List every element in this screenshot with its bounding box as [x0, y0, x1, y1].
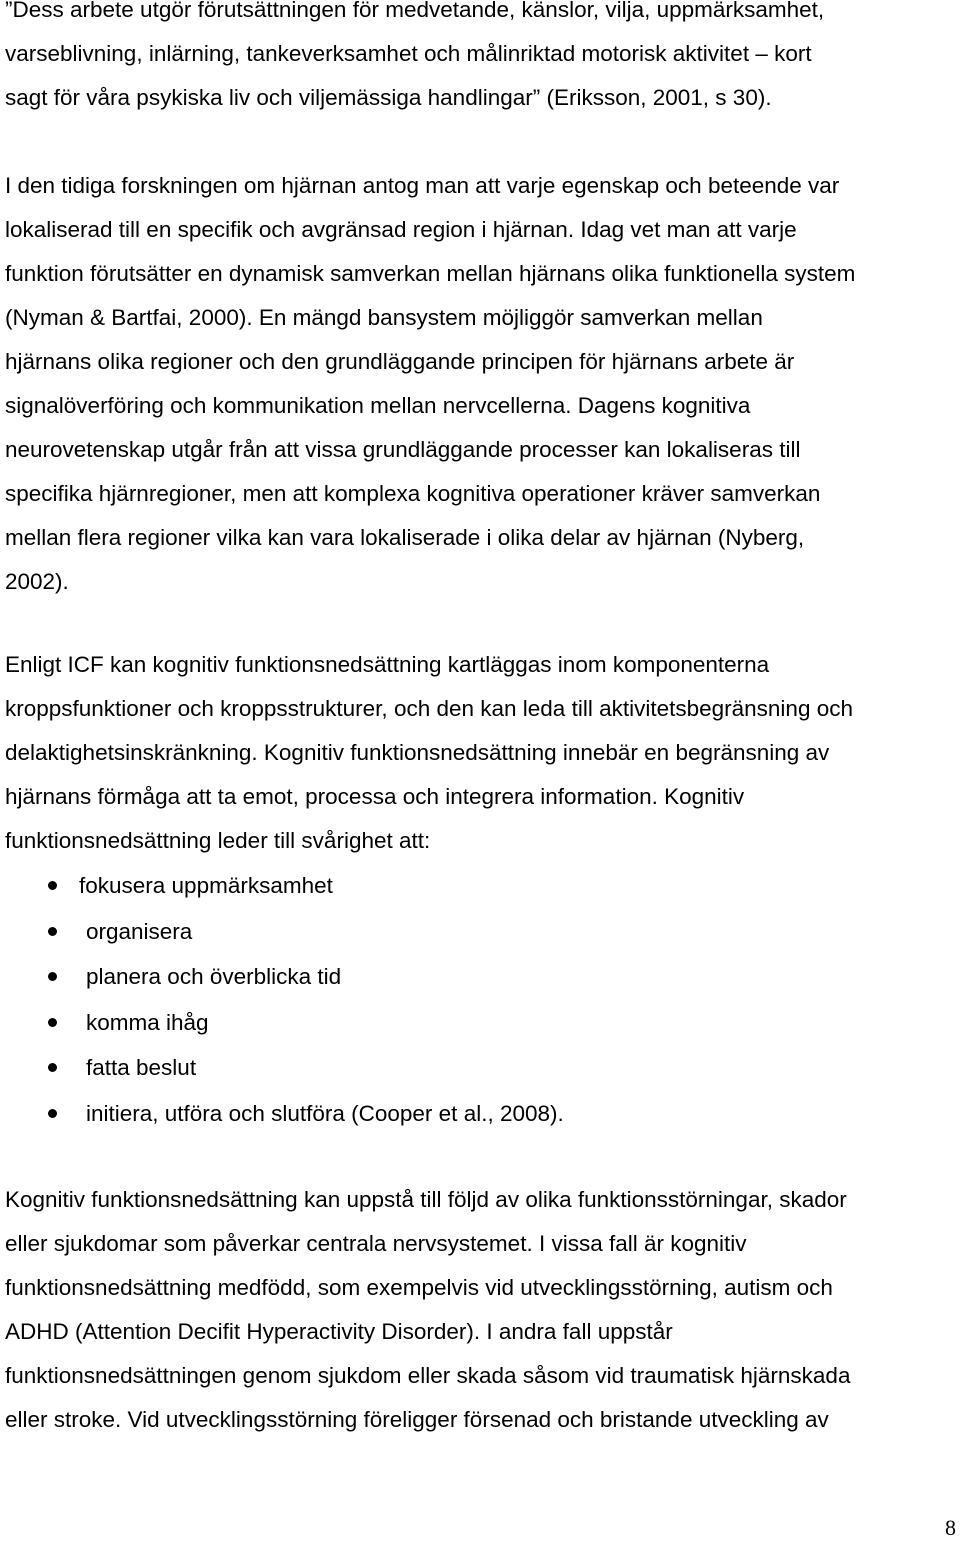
text-line: funktion förutsätter en dynamisk samverkan mellan hjärnans olika funktionella system: [5, 261, 856, 286]
text-line: sagt för våra psykiska liv och viljemässiga handlingar” (Eriksson, 2001, s 30).: [5, 85, 772, 110]
text-line: I den tidiga forskningen om hjärnan antog man att varje egenskap och beteende var: [5, 173, 840, 198]
text-line: ”Dess arbete utgör förutsättningen för medvetande, känslor, vilja, uppmärksamhet,: [5, 0, 825, 22]
text-line: eller sjukdomar som påverkar centrala nervsystemet. I vissa fall är kognitiv: [5, 1231, 747, 1256]
text-line: ADHD (Attention Decifit Hyperactivity Disorder). I andra fall uppstår: [5, 1319, 673, 1344]
text-line: mellan flera regioner vilka kan vara lokaliserade i olika delar av hjärnan (Nyberg,: [5, 525, 805, 550]
list-item: [0, 1045, 960, 1091]
paragraph-causes: [5, 1178, 960, 1442]
text-line: lokaliserad till en specifik och avgränsad region i hjärnan. Idag vet man att varje: [5, 217, 797, 242]
list-item-text: initiera, utföra och slutföra (Cooper et al., 2008).: [86, 1100, 564, 1126]
list-item-text: organisera: [86, 918, 193, 944]
paragraph-icf: [5, 643, 960, 863]
list-item-text: planera och överblicka tid: [86, 964, 342, 989]
text-line: kroppsfunktioner och kroppsstrukturer, och den kan leda till aktivitetsbegränsning och: [5, 696, 853, 721]
text-line: funktionsnedsättning medfödd, som exempelvis vid utvecklingsstörning, autism och: [5, 1275, 833, 1300]
text-line: varseblivning, inlärning, tankeverksamhet och målinriktad motorisk aktivitet – kort: [5, 41, 812, 66]
text-line: (Nyman & Bartfai, 2000). En mängd bansystem möjliggör samverkan mellan: [5, 305, 763, 330]
bullet-icon: [48, 881, 57, 890]
bullet-icon: [48, 927, 57, 936]
bullet-icon: [48, 1063, 57, 1072]
list-item-text: komma ihåg: [86, 1009, 209, 1035]
bullet-icon: [48, 1109, 57, 1118]
list-item: [0, 909, 960, 955]
difficulty-list: [0, 863, 960, 1136]
text-line: funktionsnedsättning leder till svårighet att:: [5, 828, 431, 853]
paragraph-quote: [5, 0, 960, 120]
text-line: Enligt ICF kan kognitiv funktionsnedsättning kartläggas inom komponenterna: [5, 652, 770, 677]
text-line: Kognitiv funktionsnedsättning kan uppstå till följd av olika funktionsstörningar, skador: [5, 1187, 847, 1212]
text-line: signalöverföring och kommunikation mellan nervcellerna. Dagens kognitiva: [5, 393, 751, 418]
list-item: [0, 863, 960, 909]
list-item-text: fokusera uppmärksamhet: [79, 873, 333, 898]
text-line: specifika hjärnregioner, men att komplexa kognitiva operationer kräver samverkan: [5, 481, 821, 506]
text-line: eller stroke. Vid utvecklingsstörning föreligger försenad och bristande utveckling av: [5, 1407, 829, 1432]
list-item: [0, 1091, 960, 1137]
list-item: [0, 954, 960, 1000]
text-line: hjärnans olika regioner och den grundläggande principen för hjärnans arbete är: [5, 349, 795, 374]
bullet-icon: [48, 972, 57, 981]
paragraph-brain-research: [5, 164, 960, 604]
page-number: 8: [945, 1515, 956, 1540]
bullet-icon: [48, 1018, 57, 1027]
text-line: funktionsnedsättningen genom sjukdom eller skada såsom vid traumatisk hjärnskada: [5, 1363, 851, 1388]
text-line: 2002).: [5, 569, 69, 594]
text-line: neurovetenskap utgår från att vissa grundläggande processer kan lokaliseras till: [5, 437, 801, 462]
text-line: delaktighetsinskränkning. Kognitiv funktionsnedsättning innebär en begränsning av: [5, 740, 830, 765]
list-item-text: fatta beslut: [86, 1055, 197, 1080]
list-item: [0, 1000, 960, 1046]
text-line: hjärnans förmåga att ta emot, processa och integrera information. Kognitiv: [5, 784, 745, 809]
